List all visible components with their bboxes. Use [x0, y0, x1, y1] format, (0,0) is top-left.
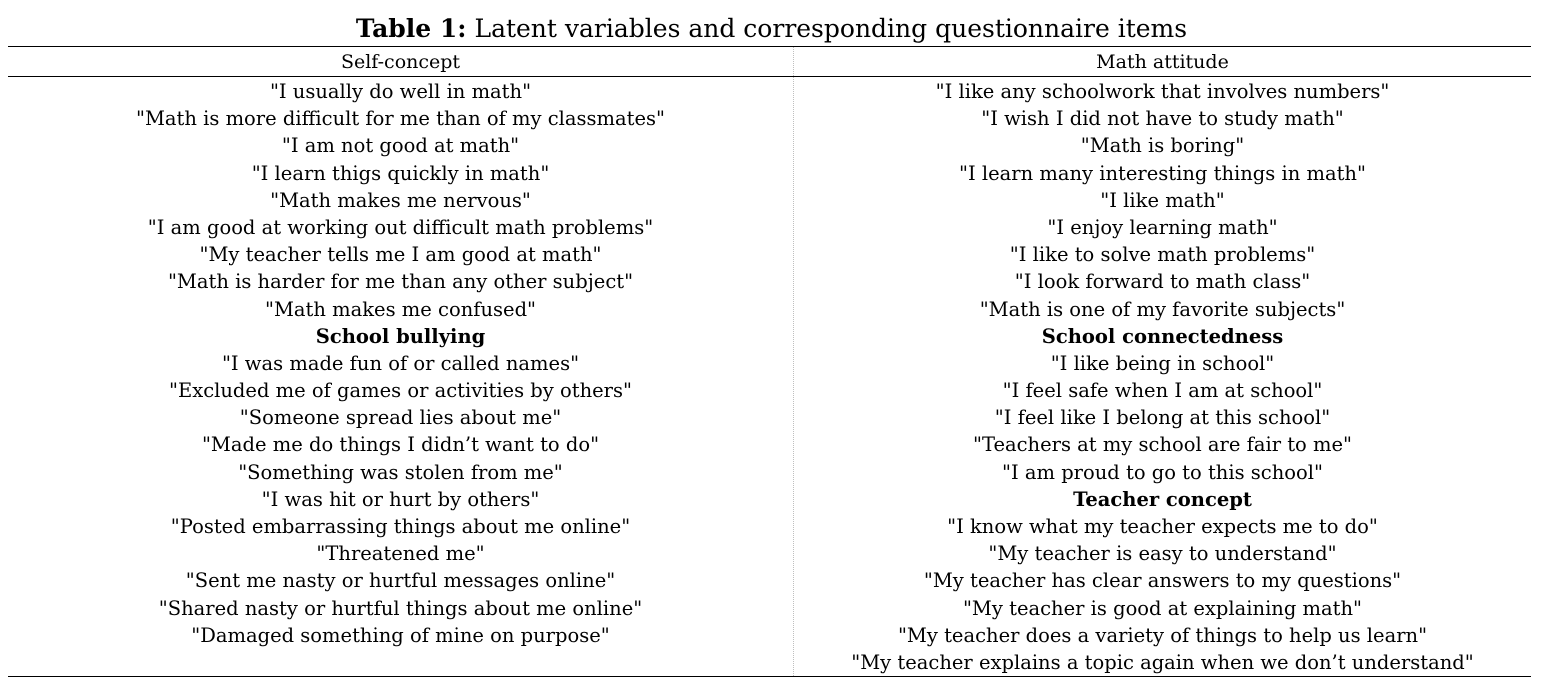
table-row: "I like math": [1100, 188, 1225, 212]
table-row: "I feel like I belong at this school": [994, 406, 1331, 430]
table-row: "Posted embarrassing things about me online": [170, 515, 631, 538]
left-column: [8, 78, 793, 649]
table-row: "I wish I did not have to study math": [981, 107, 1344, 131]
table-row: "I am good at working out difficult math problems": [147, 215, 654, 239]
table-row: "I learn thigs quickly in math": [251, 161, 550, 185]
right-column: [794, 78, 1531, 676]
table-row: "I like any schoolwork that involves numbers": [935, 80, 1390, 103]
table-row: "Math is harder for me than any other subject": [167, 270, 634, 294]
table-caption-label: Table 1:: [355, 14, 467, 43]
table-row: "Made me do things I didn’t want to do": [201, 433, 600, 457]
table-row: "I like being in school": [1050, 351, 1275, 375]
table-row: "I look forward to math class": [1014, 270, 1311, 294]
table-row: "Sent me nasty or hurtful messages online": [185, 569, 616, 593]
table-row: "My teacher is easy to understand": [988, 542, 1337, 566]
column-header-self-concept: Self-concept: [340, 51, 461, 73]
table-header-rule: [8, 76, 1531, 77]
table-row: "I was made fun of or called names": [221, 351, 580, 375]
table-row: "My teacher is good at explaining math": [962, 596, 1363, 620]
table-caption: [0, 14, 1543, 44]
table-row: "Teachers at my school are fair to me": [972, 433, 1352, 457]
table-top-rule: [8, 46, 1531, 47]
table-row: "Damaged something of mine on purpose": [191, 623, 610, 647]
table-row: "My teacher has clear answers to my questions": [923, 569, 1402, 593]
table-row: "I enjoy learning math": [1047, 215, 1278, 239]
table-row: "Excluded me of games or activities by others": [169, 379, 632, 403]
table-row: "Someone spread lies about me": [239, 406, 562, 430]
table-bottom-rule: [8, 676, 1531, 677]
table-row: "Threatened me": [316, 542, 485, 566]
table-row: "Math is one of my favorite subjects": [979, 297, 1346, 321]
table-row: "I am proud to go to this school": [1002, 460, 1323, 484]
table-row: "I feel safe when I am at school": [1002, 379, 1323, 403]
section-heading: School connectedness: [1041, 324, 1284, 348]
table-row: "My teacher explains a topic again when we don’t understand": [851, 650, 1474, 674]
table-row: "Math is boring": [1080, 134, 1245, 158]
table-row: "Something was stolen from me": [238, 460, 563, 484]
table-row: "I was hit or hurt by others": [261, 487, 540, 511]
table-row: "I know what my teacher expects me to do": [947, 515, 1378, 538]
table-row: "My teacher tells me I am good at math": [199, 243, 602, 267]
table-row: "I learn many interesting things in math": [959, 161, 1366, 185]
section-heading: School bullying: [315, 324, 486, 348]
table-row: "Math makes me confused": [264, 297, 537, 321]
table-row: "Shared nasty or hurtful things about me online": [158, 596, 643, 620]
table-caption-text: Latent variables and corresponding questionnaire items: [466, 14, 1188, 43]
table-row: "My teacher does a variety of things to help us learn": [897, 623, 1428, 647]
column-header-math-attitude: Math attitude: [1096, 51, 1229, 73]
table-row: "I like to solve math problems": [1009, 243, 1316, 267]
section-heading: Teacher concept: [1073, 487, 1252, 511]
table-row: "Math makes me nervous": [270, 188, 531, 212]
table-row: "I am not good at math": [281, 134, 520, 158]
table-row: "I usually do well in math": [269, 80, 532, 103]
table-row: "Math is more difficult for me than of my classmates": [135, 107, 666, 131]
